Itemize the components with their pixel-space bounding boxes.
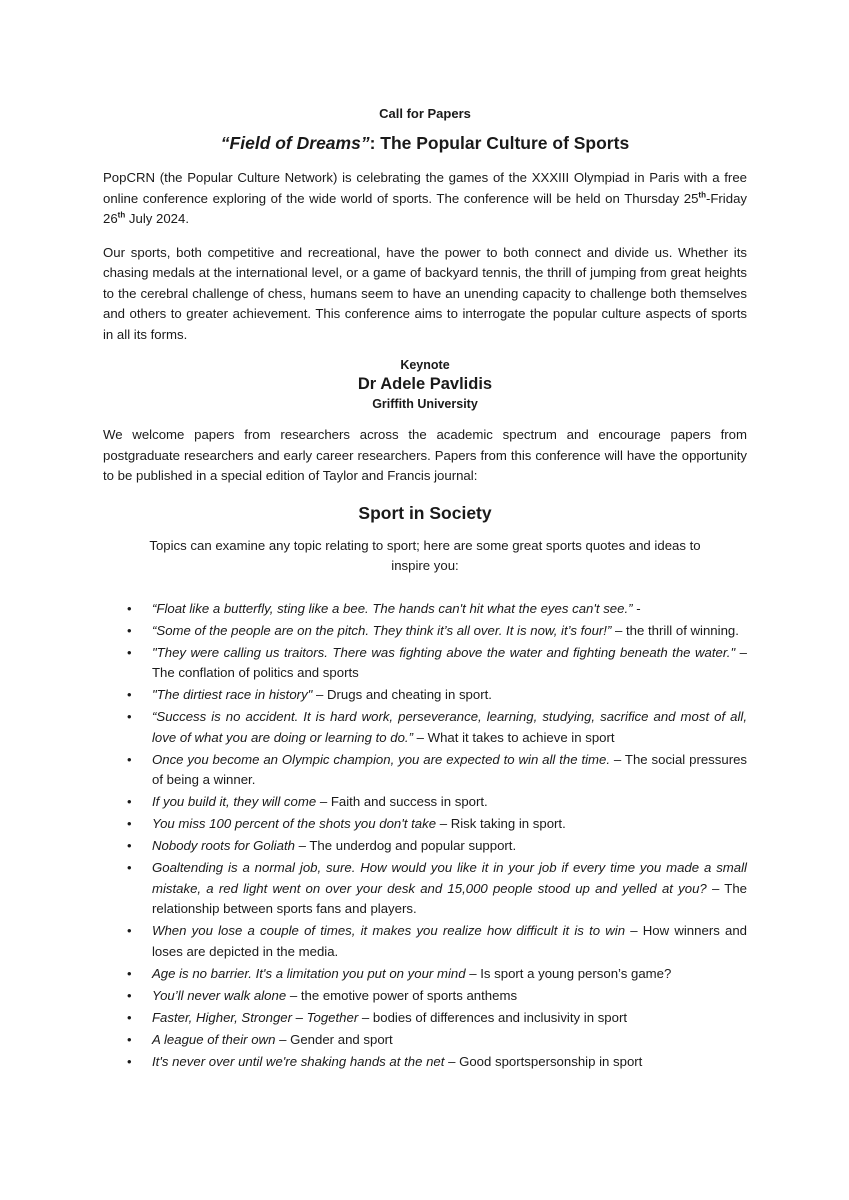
bullet-icon: • xyxy=(127,987,132,1003)
quote-description: – How winners and loses are depicted in the media. xyxy=(152,923,747,959)
quote-list-item xyxy=(103,643,747,684)
topics-intro: Topics can examine any topic relating to sport; here are some great sports quotes and ideas to inspire you: xyxy=(149,537,701,573)
submission-paragraph: We welcome papers from researchers across the academic spectrum and encourage papers from postgraduate researchers and early career researchers. Papers from this conference will have the opportunity to be published in a special edition of Taylor and Francis journal: xyxy=(103,427,747,483)
bullet-icon: • xyxy=(127,838,132,853)
conference-title xyxy=(103,133,747,154)
quote-list-item xyxy=(103,836,747,857)
quote-description: – the emotive power of sports anthems xyxy=(286,987,518,1003)
bullet-icon: • xyxy=(127,1053,132,1069)
quote-text: “Float like a butterfly, sting like a bee. The hands can't hit what the eyes can't see.” xyxy=(152,600,633,616)
date-suffix-1: th xyxy=(698,190,706,200)
quote-description: – The social pressures of being a winner. xyxy=(152,751,748,787)
bullet-icon: • xyxy=(127,687,132,702)
call-for-papers-heading: Call for Papers xyxy=(379,106,471,121)
quote-text: Faster, Higher, Stronger – Together xyxy=(152,1009,359,1025)
quote-text: Nobody roots for Goliath xyxy=(152,838,295,853)
quote-list-item xyxy=(103,792,747,813)
quote-description: – Gender and sport xyxy=(275,1031,393,1047)
quote-text: Once you become an Olympic champion, you are expected to win all the time. xyxy=(152,751,611,767)
quote-list-item xyxy=(103,1052,747,1073)
title-rest: : The Popular Culture of Sports xyxy=(369,133,630,153)
quote-list-item xyxy=(103,986,747,1007)
quote-list-item xyxy=(103,685,747,706)
quote-text: Goaltending is a normal job, sure. How would you like it in your job if every time you made a small mistake, a red light went on over your desk and 15,000 people stood up and yelled at you? xyxy=(152,860,747,896)
quote-description: - xyxy=(632,600,641,616)
keynote-affiliation: Griffith University xyxy=(372,397,478,411)
quote-list xyxy=(103,599,747,1073)
overview-paragraph: Our sports, both competitive and recreational, have the power to both connect and divide us. Whether its chasing medals at the international level, or a game of backyard tennis, the thrill of jumping from great heights to the cerebral challenge of chess, humans seem to have an unending capacity to challenge both themselves and others to greater achievement. This conference aims to interrogate the popular culture aspects of sports in all its forms. xyxy=(103,244,747,342)
intro-text: PopCRN (the Popular Culture Network) is celebrating the games of the XXXIII Olympiad in Paris with a free online conference exploring of the wide world of sports. The conference will be held on Thursday 25 xyxy=(103,170,747,206)
intro-paragraph xyxy=(103,168,747,230)
intro-mid: -Friday 26 xyxy=(103,190,747,226)
bullet-icon: • xyxy=(127,965,132,981)
quote-description: – The relationship between sports fans and players. xyxy=(152,880,747,916)
quote-text: Age is no barrier. It's a limitation you put on your mind xyxy=(152,965,466,981)
keynote-label: Keynote xyxy=(400,358,450,372)
quote-description: – What it takes to achieve in sport xyxy=(412,729,615,745)
quote-list-item xyxy=(103,1030,747,1051)
bullet-icon: • xyxy=(127,923,132,938)
quote-description: – The conflation of politics and sports xyxy=(152,644,747,680)
quote-text: You miss 100 percent of the shots you don't take xyxy=(152,816,437,831)
bullet-icon: • xyxy=(127,709,132,724)
quote-text: “Some of the people are on the pitch. They think it’s all over. It is now, it’s four!” xyxy=(152,622,612,638)
quote-description: – Risk taking in sport. xyxy=(436,816,566,831)
bullet-icon: • xyxy=(127,1009,132,1025)
bullet-icon: • xyxy=(127,751,132,767)
quote-description: – the thrill of winning. xyxy=(611,622,739,638)
quote-text: "The dirtiest race in history" xyxy=(152,687,313,702)
quote-description: – Is sport a young person’s game? xyxy=(465,965,672,981)
intro-end: July 2024. xyxy=(125,211,190,226)
bullet-icon: • xyxy=(127,1031,132,1047)
quote-list-item xyxy=(103,599,747,620)
bullet-icon: • xyxy=(127,622,132,638)
quote-text: If you build it, they will come xyxy=(152,794,317,809)
quote-text: “Success is no accident. It is hard work, perseverance, learning, studying, sacrifice and most of all, love of what you are doing or learning to do.” xyxy=(152,709,747,745)
quote-text: "They were calling us traitors. There was fighting above the water and fighting beneath the water." xyxy=(152,644,736,660)
quote-list-item xyxy=(103,621,747,642)
quote-description: – Faith and success in sport. xyxy=(316,794,488,809)
bullet-icon: • xyxy=(127,794,132,809)
quote-list-item xyxy=(103,964,747,985)
document-body xyxy=(103,100,747,1074)
quote-text: When you lose a couple of times, it makes you realize how difficult it is to win xyxy=(152,923,626,938)
quote-description: – bodies of differences and inclusivity in sport xyxy=(358,1009,628,1025)
date-suffix-2: th xyxy=(117,210,126,220)
quote-list-item xyxy=(103,750,747,791)
bullet-icon: • xyxy=(127,860,132,875)
keynote-speaker-name: Dr Adele Pavlidis xyxy=(357,375,493,393)
quote-text: A league of their own xyxy=(152,1031,276,1047)
quote-list-item xyxy=(103,921,747,962)
bullet-icon: • xyxy=(127,644,132,660)
bullet-icon: • xyxy=(127,600,132,616)
quote-description: – The underdog and popular support. xyxy=(294,838,517,853)
journal-title: Sport in Society xyxy=(358,502,492,523)
quote-text: You’ll never walk alone xyxy=(152,987,287,1003)
quote-list-item xyxy=(103,1008,747,1029)
quote-description: – Good sportspersonship in sport xyxy=(444,1053,643,1069)
quote-list-item xyxy=(103,707,747,748)
bullet-icon: • xyxy=(127,816,132,831)
quote-list-item xyxy=(103,814,747,835)
quote-list-item xyxy=(103,858,747,920)
quote-text: It's never over until we're shaking hands at the net xyxy=(152,1053,445,1069)
quote-description: – Drugs and cheating in sport. xyxy=(312,687,492,702)
title-quoted: “Field of Dreams” xyxy=(220,133,370,153)
